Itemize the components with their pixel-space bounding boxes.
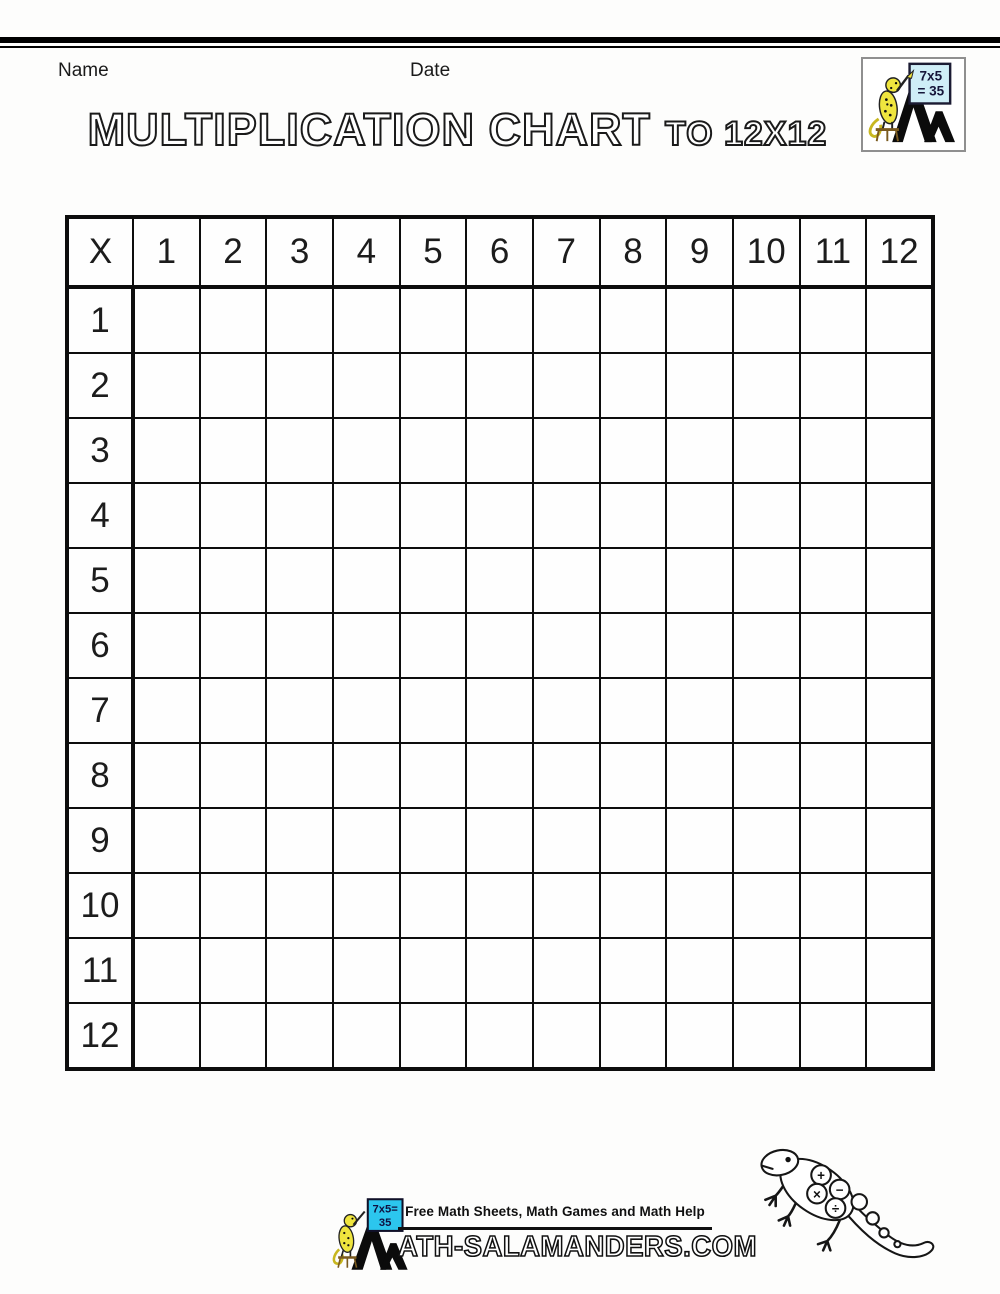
answer-cell: [333, 418, 400, 483]
answer-cell: [800, 548, 867, 613]
answer-cell: [600, 418, 667, 483]
multiplication-table: [65, 215, 935, 1071]
answer-cell: [800, 287, 867, 353]
answer-cell: [266, 743, 333, 808]
answer-cell: [800, 873, 867, 938]
answer-cell: [333, 873, 400, 938]
page-title-suffix: TO 12X12: [664, 115, 828, 153]
answer-cell: [533, 1003, 600, 1069]
answer-cell: [133, 743, 200, 808]
table-row: [67, 1003, 933, 1069]
table-row: [67, 678, 933, 743]
answer-cell: [866, 938, 933, 1003]
answer-cell: [400, 1003, 467, 1069]
answer-cell: [600, 808, 667, 873]
answer-cell: [466, 287, 533, 353]
answer-cell: [666, 353, 733, 418]
answer-cell: [266, 678, 333, 743]
answer-cell: [266, 287, 333, 353]
answer-cell: [666, 743, 733, 808]
column-header: 9: [666, 217, 733, 287]
answer-cell: [733, 808, 800, 873]
answer-cell: [266, 353, 333, 418]
answer-cell: [333, 678, 400, 743]
answer-cell: [133, 1003, 200, 1069]
answer-cell: [333, 353, 400, 418]
answer-cell: [266, 548, 333, 613]
answer-cell: [200, 808, 267, 873]
logo-board-line2: = 35: [917, 83, 945, 99]
row-header: 10: [67, 873, 133, 938]
row-header: 7: [67, 678, 133, 743]
row-header: 8: [67, 743, 133, 808]
answer-cell: [200, 1003, 267, 1069]
answer-cell: [400, 743, 467, 808]
row-header: 2: [67, 353, 133, 418]
table-corner-header: X: [67, 217, 133, 287]
table-row: [67, 418, 933, 483]
page-title-main: MULTIPLICATION CHART: [87, 104, 651, 155]
answer-cell: [800, 483, 867, 548]
answer-cell: [333, 743, 400, 808]
logo-board-line1: 7x5: [919, 68, 943, 84]
answer-cell: [666, 1003, 733, 1069]
answer-cell: [400, 287, 467, 353]
answer-cell: [133, 287, 200, 353]
answer-cell: [533, 287, 600, 353]
answer-cell: [866, 483, 933, 548]
table-row: [67, 873, 933, 938]
answer-cell: [333, 613, 400, 678]
answer-cell: [133, 678, 200, 743]
answer-cell: [600, 938, 667, 1003]
answer-cell: [800, 678, 867, 743]
answer-cell: [666, 483, 733, 548]
answer-cell: [666, 287, 733, 353]
table-row: [67, 548, 933, 613]
footer-board-line2: 35: [378, 1216, 392, 1229]
column-header: 11: [800, 217, 867, 287]
answer-cell: [333, 483, 400, 548]
answer-cell: [866, 1003, 933, 1069]
row-header: 12: [67, 1003, 133, 1069]
answer-cell: [466, 938, 533, 1003]
table-row: [67, 938, 933, 1003]
answer-cell: [866, 873, 933, 938]
answer-cell: [533, 418, 600, 483]
answer-cell: [400, 548, 467, 613]
answer-cell: [266, 808, 333, 873]
answer-cell: [733, 743, 800, 808]
answer-cell: [533, 938, 600, 1003]
answer-cell: [333, 1003, 400, 1069]
column-header: 6: [466, 217, 533, 287]
answer-cell: [333, 548, 400, 613]
answer-cell: [133, 483, 200, 548]
column-header: 10: [733, 217, 800, 287]
answer-cell: [133, 353, 200, 418]
table-row: [67, 483, 933, 548]
row-header: 5: [67, 548, 133, 613]
answer-cell: [200, 483, 267, 548]
answer-cell: [200, 353, 267, 418]
answer-cell: [400, 873, 467, 938]
gecko-minus-symbol: −: [835, 1182, 844, 1198]
answer-cell: [466, 873, 533, 938]
answer-cell: [466, 483, 533, 548]
column-header: 3: [266, 217, 333, 287]
answer-cell: [200, 743, 267, 808]
answer-cell: [400, 938, 467, 1003]
answer-cell: [800, 613, 867, 678]
answer-cell: [733, 873, 800, 938]
answer-cell: [800, 418, 867, 483]
answer-cell: [533, 353, 600, 418]
column-header: 4: [333, 217, 400, 287]
answer-cell: [533, 873, 600, 938]
table-row: [67, 613, 933, 678]
footer-rule: [398, 1227, 712, 1230]
answer-cell: [333, 938, 400, 1003]
page-title: [0, 104, 915, 160]
answer-cell: [666, 938, 733, 1003]
row-header: 11: [67, 938, 133, 1003]
answer-cell: [533, 808, 600, 873]
answer-cell: [600, 287, 667, 353]
column-header: 5: [400, 217, 467, 287]
footer-brand: ATH-SALAMANDERS.COM: [398, 1231, 757, 1263]
answer-cell: [200, 287, 267, 353]
answer-cell: [200, 548, 267, 613]
answer-cell: [800, 808, 867, 873]
answer-cell: [133, 873, 200, 938]
answer-cell: [666, 678, 733, 743]
top-rule-thin: [0, 46, 1000, 48]
answer-cell: [666, 613, 733, 678]
column-header: 7: [533, 217, 600, 287]
column-header: 12: [866, 217, 933, 287]
answer-cell: [800, 353, 867, 418]
gecko-plus-symbol: +: [817, 1168, 826, 1184]
answer-cell: [733, 483, 800, 548]
answer-cell: [533, 613, 600, 678]
answer-cell: [400, 678, 467, 743]
answer-cell: [666, 418, 733, 483]
answer-cell: [800, 743, 867, 808]
answer-cell: [133, 418, 200, 483]
answer-cell: [666, 873, 733, 938]
answer-cell: [333, 287, 400, 353]
answer-cell: [733, 287, 800, 353]
row-header: 1: [67, 287, 133, 353]
answer-cell: [266, 418, 333, 483]
answer-cell: [666, 548, 733, 613]
answer-cell: [600, 548, 667, 613]
date-label: Date: [410, 60, 451, 81]
answer-cell: [400, 483, 467, 548]
answer-cell: [600, 613, 667, 678]
answer-cell: [266, 938, 333, 1003]
footer-tagline: Free Math Sheets, Math Games and Math Help: [405, 1204, 705, 1219]
answer-cell: [466, 353, 533, 418]
answer-cell: [466, 548, 533, 613]
column-header: 2: [200, 217, 267, 287]
answer-cell: [400, 613, 467, 678]
answer-cell: [600, 873, 667, 938]
answer-cell: [466, 418, 533, 483]
row-header: 4: [67, 483, 133, 548]
answer-cell: [866, 418, 933, 483]
answer-cell: [666, 808, 733, 873]
answer-cell: [133, 613, 200, 678]
answer-cell: [266, 873, 333, 938]
answer-cell: [866, 678, 933, 743]
answer-cell: [266, 483, 333, 548]
answer-cell: [866, 743, 933, 808]
answer-cell: [733, 1003, 800, 1069]
answer-cell: [400, 418, 467, 483]
answer-cell: [200, 678, 267, 743]
answer-cell: [866, 287, 933, 353]
row-header: 3: [67, 418, 133, 483]
column-header: 1: [133, 217, 200, 287]
answer-cell: [266, 1003, 333, 1069]
answer-cell: [733, 938, 800, 1003]
answer-cell: [733, 678, 800, 743]
answer-cell: [866, 353, 933, 418]
gecko-icon: [753, 1144, 949, 1268]
answer-cell: [400, 808, 467, 873]
answer-cell: [733, 418, 800, 483]
answer-cell: [733, 548, 800, 613]
answer-cell: [466, 678, 533, 743]
name-label: Name: [58, 60, 109, 81]
gecko-divide-symbol: ÷: [831, 1201, 840, 1217]
answer-cell: [600, 678, 667, 743]
row-header: 9: [67, 808, 133, 873]
answer-cell: [466, 1003, 533, 1069]
answer-cell: [800, 1003, 867, 1069]
answer-cell: [200, 418, 267, 483]
answer-cell: [800, 938, 867, 1003]
answer-cell: [133, 938, 200, 1003]
answer-cell: [466, 808, 533, 873]
table-row: [67, 287, 933, 353]
answer-cell: [466, 613, 533, 678]
answer-cell: [200, 938, 267, 1003]
answer-cell: [533, 678, 600, 743]
table-row: [67, 743, 933, 808]
row-header: 6: [67, 613, 133, 678]
answer-cell: [533, 743, 600, 808]
answer-cell: [466, 743, 533, 808]
answer-cell: [133, 808, 200, 873]
answer-cell: [333, 808, 400, 873]
answer-cell: [866, 613, 933, 678]
answer-cell: [733, 353, 800, 418]
answer-cell: [600, 743, 667, 808]
gecko-times-symbol: ×: [813, 1186, 821, 1202]
answer-cell: [200, 873, 267, 938]
top-rule-thick: [0, 37, 1000, 43]
table-row: [67, 353, 933, 418]
answer-cell: [600, 483, 667, 548]
answer-cell: [866, 548, 933, 613]
answer-cell: [533, 548, 600, 613]
answer-cell: [600, 1003, 667, 1069]
answer-cell: [400, 353, 467, 418]
answer-cell: [866, 808, 933, 873]
answer-cell: [133, 548, 200, 613]
answer-cell: [200, 613, 267, 678]
answer-cell: [600, 353, 667, 418]
answer-cell: [533, 483, 600, 548]
table-row: [67, 808, 933, 873]
answer-cell: [733, 613, 800, 678]
answer-cell: [266, 613, 333, 678]
column-header: 8: [600, 217, 667, 287]
footer-board-line1: 7x5=: [372, 1203, 398, 1216]
